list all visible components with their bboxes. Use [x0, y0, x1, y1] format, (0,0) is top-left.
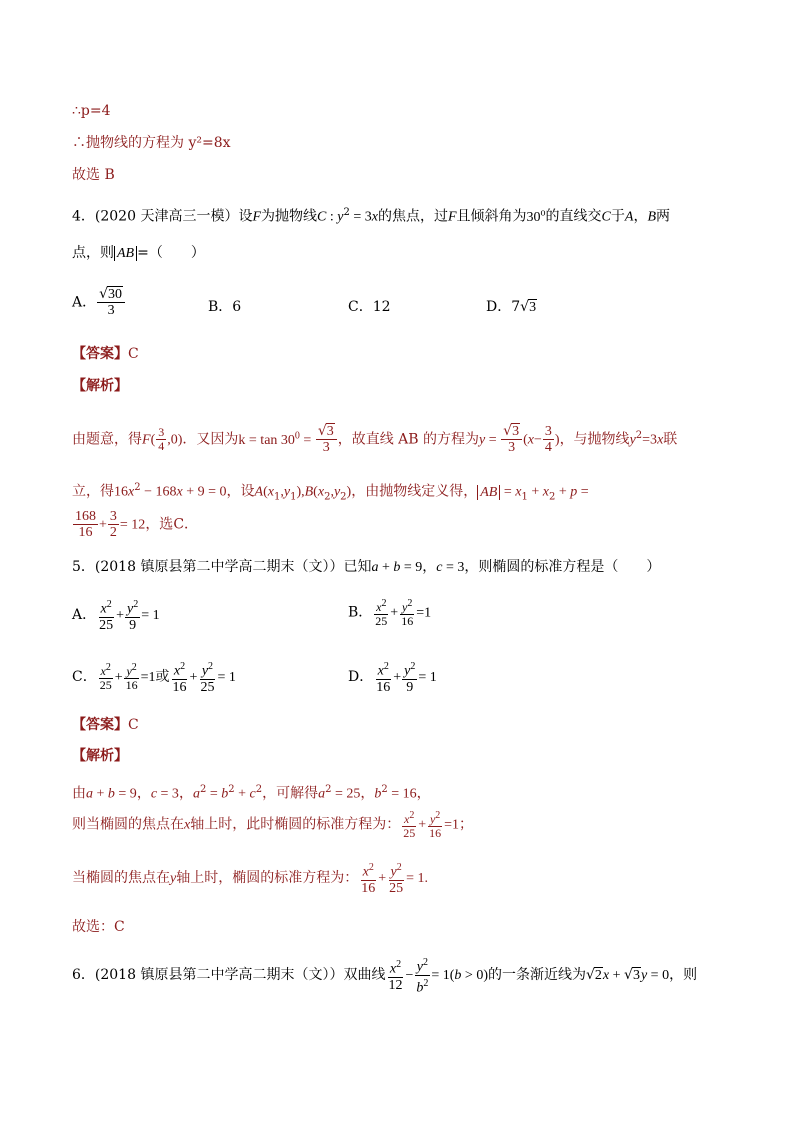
q4-option-c: C．12: [348, 299, 391, 315]
q5-option-d: D． $\frac{x^2}{16}$ + $\frac{y^2}{9}$ = 1: [348, 661, 437, 695]
q4-solution-line1: 由题意，得F( $\frac{3}{4}$ ,0)．又因为$k = \tan 30^0$ = $\frac{√3}{3}$ ，故直线 AB 的方程为y = $\frac{√3}{3}$ (x− $\frac{3}{4}$ )，与抛物线$y^2=3x$联: [72, 423, 678, 455]
q4-answer: 【答案】C: [72, 346, 139, 362]
text-parabola-equation: ∴抛物线的方程为 y²=8x: [72, 135, 231, 151]
q4-solution-line2: 立，得$16x^2 - 168x + 9 = 0$，设$A(x_1,y_1),B(x_2,y_2)$，由抛物线定义得， AB = $x_1 + x_2 + p$ =: [72, 482, 589, 503]
q5-final-choice: 故选：C: [72, 919, 125, 935]
text-choose-b: 故选 B: [72, 167, 115, 183]
q5-stem: 5．(2018 镇原县第二中学高二期末（文））已知a + b = 9，c = 3，则椭圆的标准方程是（ ）: [72, 559, 661, 575]
q5-analysis-label: 【解析】: [72, 748, 128, 764]
q4-analysis-label: 【解析】: [72, 378, 128, 394]
text-p-equals-4: ∴p=4: [72, 103, 111, 119]
q4-option-b: B．6: [208, 299, 242, 315]
q5-solution-line2: 则当椭圆的焦点在x轴上时，此时椭圆的标准方程为： $\frac{x^2}{25}$ + $\frac{y^2}{16}$ =1；: [72, 810, 474, 840]
q4-solution-line3: $\frac{168}{16}$ + $\frac{3}{2}$ = 12，选C．: [75, 509, 199, 540]
q4-option-a: A． $\frac{√30}{3}$: [72, 287, 126, 318]
q5-option-c: C． $\frac{x^2}{25}$ + $\frac{y^2}{16}$ =1或 $\frac{x^2}{16}$ + $\frac{y^2}{25}$ = 1: [72, 661, 236, 695]
q4-stem-line1: 4．(2020 天津高三一模）设F为抛物线C : $y^2 = 3x$的焦点，过F且倾斜角为30$^o$的直线交C于A，B两: [72, 207, 670, 225]
q5-answer: 【答案】C: [72, 717, 139, 733]
q5-option-a: A． $\frac{x^2}{25}$ + $\frac{y^2}{9}$ = 1: [72, 599, 160, 633]
q5-solution-line1: 由a + b = 9，c = 3，$a^2 = b^2 + c^2$，可解得$a^2 = 25$，$b^2 = 16$，: [72, 784, 431, 802]
q4-option-d: D．7√3: [486, 299, 537, 315]
q4-stem-line2: 点，则 AB =（ ）: [72, 245, 205, 261]
q6-stem: 6．(2018 镇原县第二中学高二期末（文））双曲线 $\frac{x^2}{12}$ − $\frac{y^2}{b^2}$ = 1(b > 0)的一条渐近线为√2x + √3y = 0，则: [72, 957, 698, 996]
q5-option-b: B． $\frac{x^2}{25}$ + $\frac{y^2}{16}$ =1: [348, 598, 432, 628]
q5-solution-line3: 当椭圆的焦点在y轴上时，椭圆的标准方程为： $\frac{x^2}{16}$ + $\frac{y^2}{25}$ = 1.: [72, 862, 429, 896]
